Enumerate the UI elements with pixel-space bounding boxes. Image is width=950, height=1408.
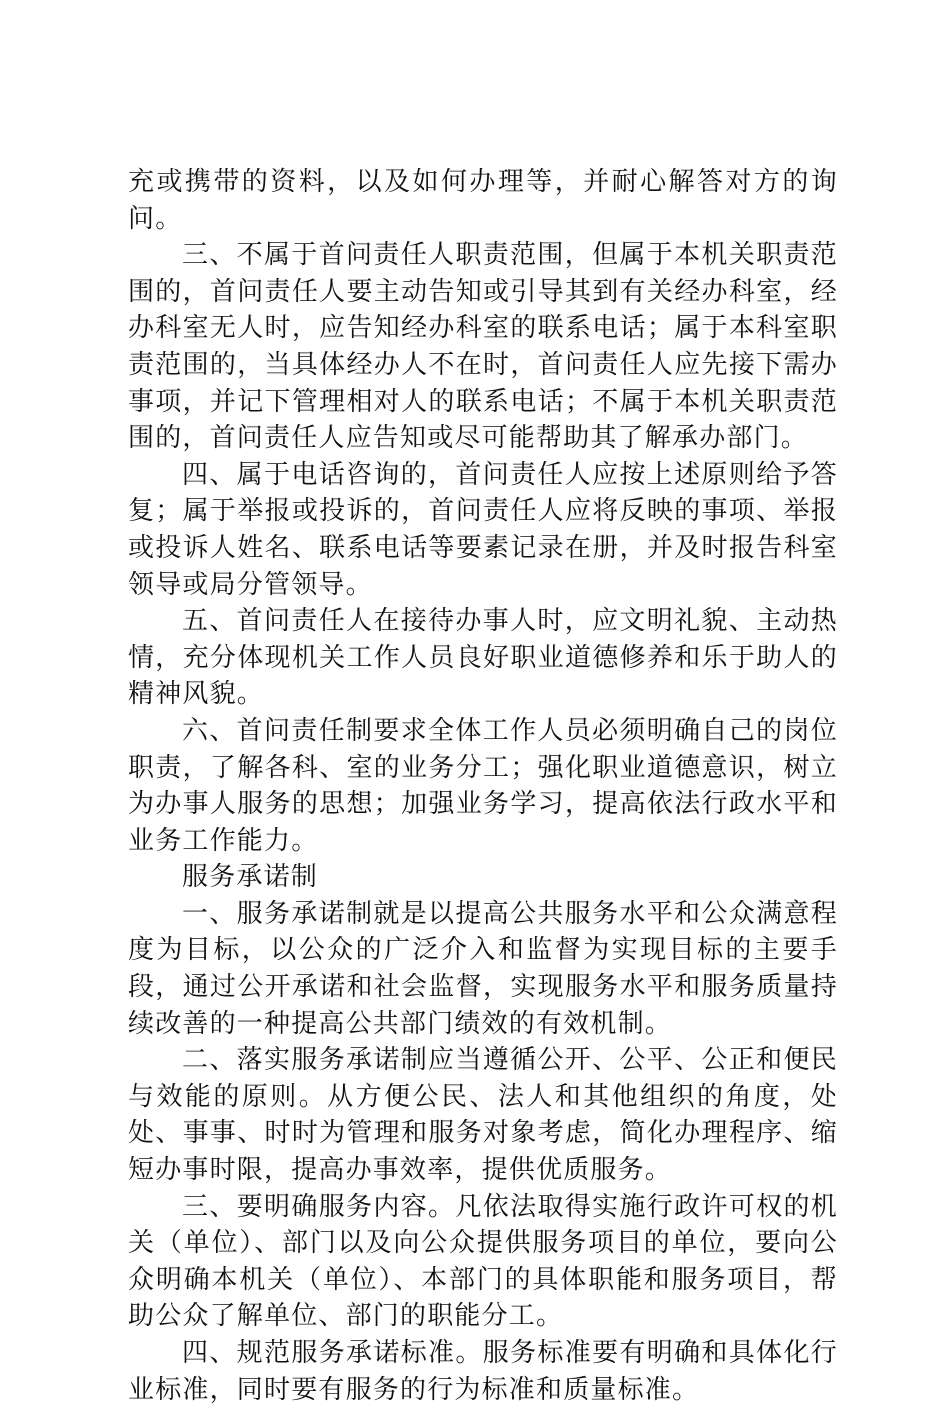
paragraph-section-item-2: 二、落实服务承诺制应当遵循公开、公平、公正和便民与效能的原则。从方便公民、法人和其他组织的角度，处处、事事、时时为管理和服务对象考虑，简化办理程序、缩短办事时限，提高办事效率，提供优质服务。 [128, 1045, 838, 1186]
paragraph-item-6: 六、首问责任制要求全体工作人员必须明确自己的岗位职责，了解各科、室的业务分工；强化职业道德意识，树立为办事人服务的思想；加强业务学习，提高依法行政水平和业务工作能力。 [128, 715, 838, 856]
paragraph-section-item-4: 四、规范服务承诺标准。服务标准要有明确和具体化行业标准，同时要有服务的行为标准和质量标准。 [128, 1338, 838, 1405]
paragraph-continuation: 充或携带的资料，以及如何办理等，并耐心解答对方的询问。 [128, 167, 838, 234]
paragraph-item-4: 四、属于电话咨询的，首问责任人应按上述原则给予答复；属于举报或投诉的，首问责任人应将反映的事项、举报或投诉人姓名、联系电话等要素记录在册，并及时报告科室领导或局分管领导。 [128, 459, 838, 600]
paragraph-section-item-1: 一、服务承诺制就是以提高公共服务水平和公众满意程度为目标，以公众的广泛介入和监督为实现目标的主要手段，通过公开承诺和社会监督，实现服务水平和服务质量持续改善的一种提高公共部门绩效的有效机制。 [128, 898, 838, 1039]
paragraph-item-5: 五、首问责任人在接待办事人时，应文明礼貌、主动热情，充分体现机关工作人员良好职业道德修养和乐于助人的精神风貌。 [128, 606, 838, 710]
section-heading: 服务承诺制 [182, 862, 319, 893]
document-body [128, 164, 838, 1408]
paragraph-section-item-3: 三、要明确服务内容。凡依法取得实施行政许可权的机关（单位）、部门以及向公众提供服务项目的单位，要向公众明确本机关（单位）、本部门的具体职能和服务项目，帮助公众了解单位、部门的职能分工。 [128, 1191, 838, 1332]
paragraph-item-3: 三、不属于首问责任人职责范围，但属于本机关职责范围的，首问责任人要主动告知或引导其到有关经办科室，经办科室无人时，应告知经办科室的联系电话；属于本科室职责范围的，当具体经办人不在时，首问责任人应先接下需办事项，并记下管理相对人的联系电话；不属于本机关职责范围的，首问责任人应告知或尽可能帮助其了解承办部门。 [128, 240, 838, 454]
